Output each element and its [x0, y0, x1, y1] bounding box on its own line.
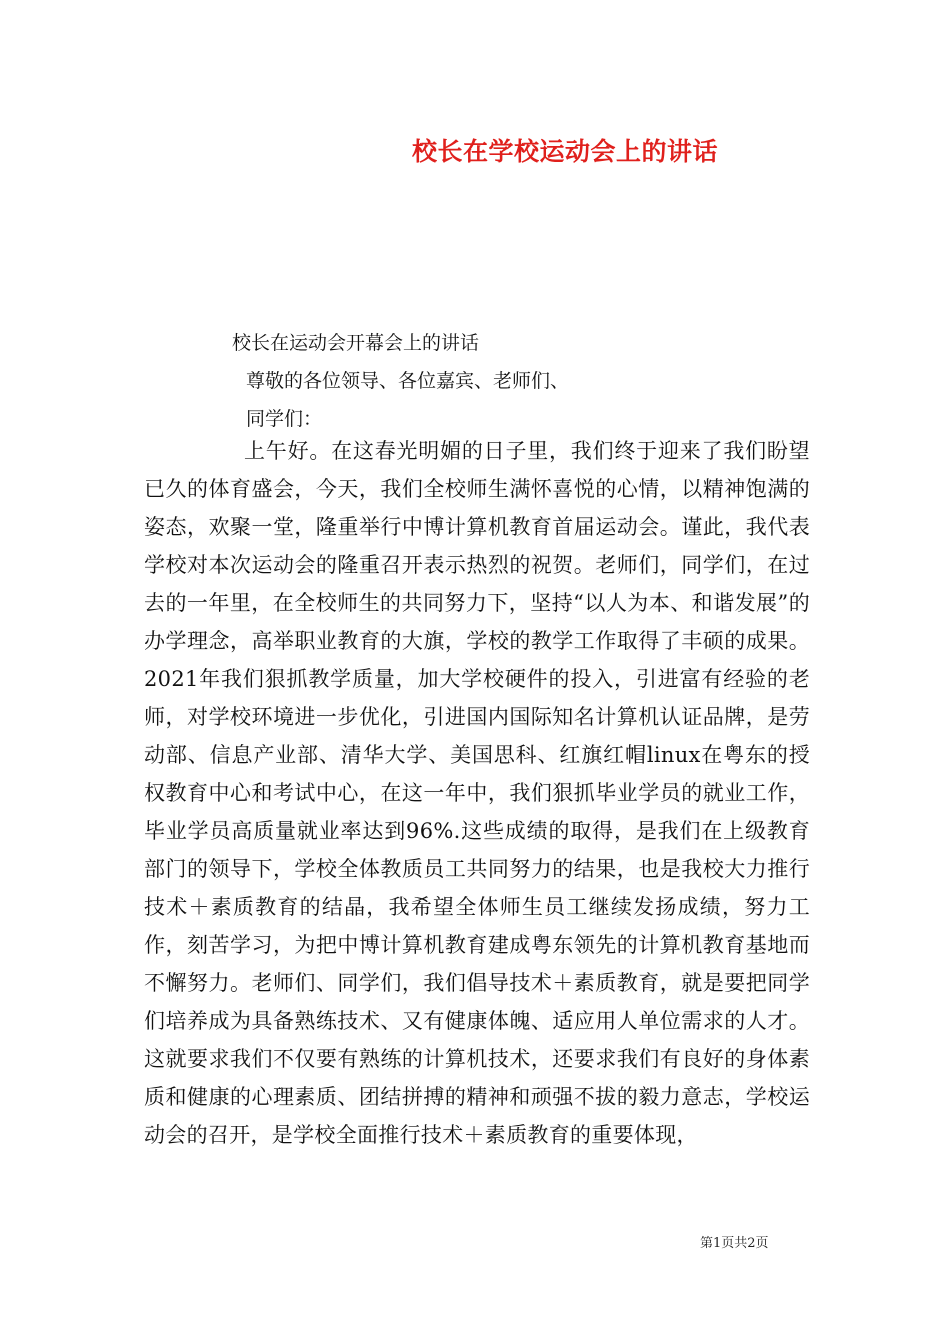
salutation-line-2: 同学们：: [246, 408, 323, 430]
salutation-line-1: 尊敬的各位领导、各位嘉宾、老师们、: [246, 370, 570, 392]
page-indicator: 第1页共2页: [700, 1236, 769, 1251]
document-title: 校长在学校运动会上的讲话: [411, 137, 718, 166]
speech-subtitle: 校长在运动会开幕会上的讲话: [232, 332, 480, 354]
speech-body-paragraph: 上午好。在这春光明媚的日子里，我们终于迎来了我们盼望已久的体育盛会，今天，我们全校师生满怀喜悦的心情，以精神饱满的姿态，欢聚一堂，隆重举行中博计算机教育首届运动会。谨此，我代表学校对本次运动会的隆重召开表示热烈的祝贺。老师们，同学们，在过去的一年里，在全校师生的共同努力下，坚持“以人为本、和谐发展”的办学理念，高举职业教育的大旗，学校的教学工作取得了丰硕的成果。2021年我们狠抓教学质量，加大学校硬件的投入，引进富有经验的老师，对学校环境进一步优化，引进国内国际知名计算机认证品牌，是劳动部、信息产业部、清华大学、美国思科、红旗红帽linux在粤东的授权教育中心和考试中心，在这一年中，我们狠抓毕业学员的就业工作，毕业学员高质量就业率达到96%.这些成绩的取得，是我们在上级教育部门的领导下，学校全体教质员工共同努力的结果，也是我校大力推行技术＋素质教育的结晶，我希望全体师生员工继续发扬成绩，努力工作，刻苦学习，为把中博计算机教育建成粤东领先的计算机教育基地而不懈努力。老师们、同学们，我们倡导技术＋素质教育，就是要把同学们培养成为具备熟练技术、又有健康体魄、适应用人单位需求的人才。这就要求我们不仅要有熟练的计算机技术，还要求我们有良好的身体素质和健康的心理素质、团结拼搏的精神和顽强不拔的毅力意志，学校运动会的召开，是学校全面推行技术＋素质教育的重要体现，: [144, 439, 810, 1147]
